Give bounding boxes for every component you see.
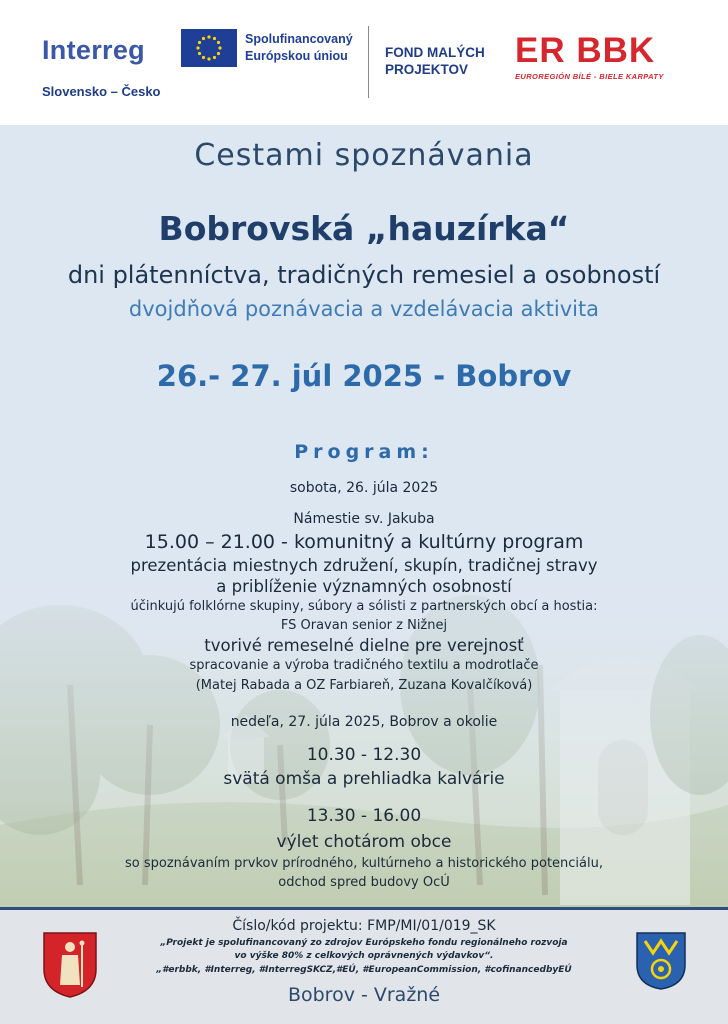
eu-line-1: Spolufinancovaný — [245, 32, 353, 46]
day2-date: nedeľa, 27. júla 2025, Bobrov a okolie — [230, 714, 498, 730]
poster-footer — [0, 907, 728, 1024]
slot2-time: 10.30 - 12.30 — [306, 745, 422, 765]
funding-note-1: „Projekt je spolufinancovaný zo zdrojov Európskeho fondu regionálneho rozvoja — [160, 938, 568, 948]
event-title: Bobrovská „hauzírka“ — [158, 209, 570, 248]
erbbk-logo: ER BBK — [515, 31, 656, 70]
slot1-desc-1: prezentácia miestnych združení, skupín, tradičnej stravy — [130, 556, 598, 575]
workshop-desc: spracovanie a výroba tradičného textilu a modrotlače — [189, 658, 539, 673]
day1-date: sobota, 26. júla 2025 — [289, 480, 439, 496]
interreg-logo: Interreg — [42, 35, 145, 65]
event-date: 26.- 27. júl 2025 - Bobrov — [156, 359, 572, 393]
fmp-logo — [385, 44, 485, 78]
slot1-desc-2: a priblíženie významných osobností — [216, 577, 512, 596]
slot3-desc-1: so spoznávaním prvkov prírodného, kultúrneho a historického potenciálu, — [125, 856, 603, 871]
program-heading: Program: — [294, 441, 434, 463]
poster-body — [0, 125, 728, 907]
eu-line-2: Európskou úniou — [245, 49, 348, 63]
hashtags: „#erbbk, #Interreg, #InterregSKCZ,#EÚ, #EuropeanCommission, #cofinancedbyEÚ — [156, 965, 572, 975]
event-series-title: Cestami spoznávania — [194, 138, 534, 173]
workshop-people: (Matej Rabada a OZ Farbiareň, Zuzana Kovalčíková) — [195, 678, 533, 693]
interreg-region: Slovensko – Česko — [42, 84, 161, 99]
slot1-performers-2: FS Oravan senior z Nižnej — [280, 618, 448, 633]
event-subtitle: dni plátenníctva, tradičných remesiel a osobností — [67, 261, 661, 289]
slot1-performers-1: účinkujú folklórne skupiny, súbory a sólisti z partnerských obcí a hostia: — [130, 599, 598, 614]
fmp-line-2: PROJEKTOV — [385, 62, 469, 77]
vrazne-coat-of-arms-icon — [635, 931, 687, 991]
eu-flag-icon — [181, 29, 237, 67]
slot3-time: 13.30 - 16.00 — [306, 806, 422, 826]
footer-divider — [0, 907, 728, 910]
slot1-title: 15.00 – 21.00 - komunitný a kultúrny program — [144, 531, 584, 553]
eu-cofinancing-text — [245, 31, 353, 65]
project-code: Číslo/kód projektu: FMP/MI/01/019_SK — [232, 918, 496, 934]
fmp-line-1: FOND MALÝCH — [385, 45, 485, 60]
slot3-desc-2: odchod spred budovy OcÚ — [278, 875, 450, 890]
erbbk-subtitle: EUROREGIÓN BÍLÉ - BIELE KARPATY — [515, 72, 664, 81]
municipalities: Bobrov - Vražné — [287, 984, 441, 1006]
slot2-title: svätá omša a prehliadka kalvárie — [223, 769, 505, 789]
logo-header — [0, 0, 728, 125]
header-divider — [368, 26, 369, 98]
funding-note-2: vo výške 80% z celkových oprávnených výdavkov“. — [234, 951, 494, 961]
day1-place: Námestie sv. Jakuba — [293, 511, 435, 527]
workshop-title: tvorivé remeselné dielne pre verejnosť — [204, 636, 524, 655]
event-tagline: dvojdňová poznávacia a vzdelávacia aktivita — [128, 297, 600, 321]
slot3-title: výlet chotárom obce — [276, 832, 452, 852]
